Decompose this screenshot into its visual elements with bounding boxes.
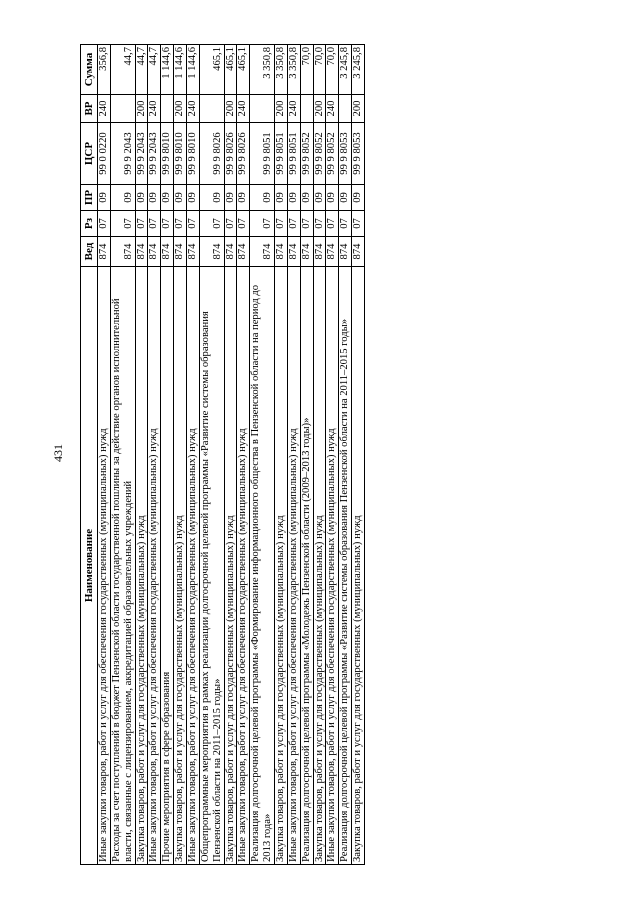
row-rz: 07 <box>250 211 275 237</box>
row-sum: 1 144,6 <box>174 45 187 95</box>
row-rz: 07 <box>224 211 237 237</box>
row-ved: 874 <box>187 237 200 267</box>
row-csr: 99 9 2043 <box>135 123 148 185</box>
row-rz: 07 <box>98 211 111 237</box>
row-csr: 99 9 2043 <box>110 123 135 185</box>
row-ved: 874 <box>275 237 288 267</box>
row-sum: 465,1 <box>237 45 250 95</box>
row-name: Реализация долгосрочной целевой программы «Молодежь Пензенской области (2009–2013 годы)» <box>300 267 313 865</box>
row-vr: 240 <box>326 95 339 123</box>
row-name: Закупка товаров, работ и услуг для государственных (муниципальных) нужд <box>135 267 148 865</box>
table-row <box>161 45 174 865</box>
row-rz: 07 <box>313 211 326 237</box>
row-vr: 240 <box>237 95 250 123</box>
row-csr: 99 0 0220 <box>98 123 111 185</box>
row-pr: 09 <box>98 185 111 211</box>
header-ved: Вед <box>81 237 98 267</box>
row-pr: 09 <box>135 185 148 211</box>
table-row <box>174 45 187 865</box>
row-ved: 874 <box>110 237 135 267</box>
row-pr: 09 <box>148 185 161 211</box>
row-ved: 874 <box>352 237 365 267</box>
table-row <box>313 45 326 865</box>
row-ved: 874 <box>98 237 111 267</box>
table-row <box>199 45 224 865</box>
row-name: Закупка товаров, работ и услуг для государственных (муниципальных) нужд <box>224 267 237 865</box>
row-rz: 07 <box>148 211 161 237</box>
row-csr: 99 9 8051 <box>250 123 275 185</box>
row-sum: 70,0 <box>326 45 339 95</box>
row-rz: 07 <box>237 211 250 237</box>
row-name: Реализация долгосрочной целевой программы «Формирование информационного общества в Пензенской области на период до 2013 года» <box>250 267 275 865</box>
row-csr: 99 9 2043 <box>148 123 161 185</box>
row-sum: 44,7 <box>110 45 135 95</box>
row-csr: 99 9 8026 <box>199 123 224 185</box>
table-row <box>98 45 111 865</box>
row-sum: 3 245,8 <box>339 45 352 95</box>
table-row <box>237 45 250 865</box>
row-rz: 07 <box>187 211 200 237</box>
row-vr <box>250 95 275 123</box>
row-vr: 240 <box>148 95 161 123</box>
row-ved: 874 <box>326 237 339 267</box>
row-pr: 09 <box>313 185 326 211</box>
table-body <box>98 45 365 865</box>
row-csr: 99 9 8053 <box>339 123 352 185</box>
header-sum: Сумма <box>81 45 98 95</box>
row-csr: 99 9 8052 <box>326 123 339 185</box>
row-rz: 07 <box>352 211 365 237</box>
row-vr: 200 <box>174 95 187 123</box>
row-rz: 07 <box>300 211 313 237</box>
row-name: Реализация долгосрочной целевой программы «Развитие системы образования Пензенской области на 2011–2015 годы» <box>339 267 352 865</box>
table-row <box>224 45 237 865</box>
row-name: Иные закупки товаров, работ и услуг для обеспечения государственных (муниципальных) нужд <box>326 267 339 865</box>
header-name: Наименование <box>81 267 98 865</box>
table-row <box>187 45 200 865</box>
table-row <box>287 45 300 865</box>
row-pr: 09 <box>187 185 200 211</box>
page-number: 431 <box>51 444 65 462</box>
row-ved: 874 <box>135 237 148 267</box>
row-sum: 3 350,8 <box>250 45 275 95</box>
row-vr: 200 <box>135 95 148 123</box>
table-row <box>326 45 339 865</box>
row-csr: 99 9 8052 <box>313 123 326 185</box>
row-sum: 465,1 <box>199 45 224 95</box>
row-vr <box>339 95 352 123</box>
row-pr: 09 <box>250 185 275 211</box>
row-rz: 07 <box>161 211 174 237</box>
row-rz: 07 <box>135 211 148 237</box>
row-name: Закупка товаров, работ и услуг для государственных (муниципальных) нужд <box>174 267 187 865</box>
row-ved: 874 <box>161 237 174 267</box>
row-csr: 99 9 8010 <box>187 123 200 185</box>
row-name: Иные закупки товаров, работ и услуг для обеспечения государственных (муниципальных) нужд <box>187 267 200 865</box>
row-sum: 465,1 <box>224 45 237 95</box>
row-vr: 240 <box>98 95 111 123</box>
row-ved: 874 <box>287 237 300 267</box>
row-csr: 99 9 8051 <box>275 123 288 185</box>
row-csr: 99 9 8010 <box>161 123 174 185</box>
row-sum: 70,0 <box>300 45 313 95</box>
row-csr: 99 9 8026 <box>224 123 237 185</box>
table-row <box>135 45 148 865</box>
row-sum: 356,8 <box>98 45 111 95</box>
row-ved: 874 <box>199 237 224 267</box>
header-vr: ВР <box>81 95 98 123</box>
header-pr: ПР <box>81 185 98 211</box>
row-pr: 09 <box>174 185 187 211</box>
row-vr: 200 <box>224 95 237 123</box>
row-pr: 09 <box>339 185 352 211</box>
table-row <box>110 45 135 865</box>
header-row <box>81 45 98 865</box>
row-rz: 07 <box>199 211 224 237</box>
row-name: Иные закупки товаров, работ и услуг для обеспечения государственных (муниципальных) нужд <box>237 267 250 865</box>
table-row <box>275 45 288 865</box>
row-ved: 874 <box>339 237 352 267</box>
row-pr: 09 <box>161 185 174 211</box>
row-name: Общепрограммные мероприятия в рамках реализации долгосрочной целевой программы «Развитие системы образования Пензенской области на 2011–2015 годы» <box>199 267 224 865</box>
row-vr: 200 <box>275 95 288 123</box>
row-ved: 874 <box>148 237 161 267</box>
row-name: Расходы за счет поступлений в бюджет Пензенской области государственной пошлины за действие органов исполнительной власти, связанные с лицензированием, аккредитацией образовательных учреждений <box>110 267 135 865</box>
row-ved: 874 <box>174 237 187 267</box>
row-pr: 09 <box>352 185 365 211</box>
row-csr: 99 9 8026 <box>237 123 250 185</box>
row-ved: 874 <box>313 237 326 267</box>
table-row <box>352 45 365 865</box>
row-csr: 99 9 8051 <box>287 123 300 185</box>
row-pr: 09 <box>199 185 224 211</box>
row-rz: 07 <box>275 211 288 237</box>
row-sum: 44,7 <box>135 45 148 95</box>
row-pr: 09 <box>224 185 237 211</box>
row-pr: 09 <box>237 185 250 211</box>
row-csr: 99 9 8053 <box>352 123 365 185</box>
row-rz: 07 <box>287 211 300 237</box>
row-sum: 3 350,8 <box>275 45 288 95</box>
row-sum: 1 144,6 <box>187 45 200 95</box>
table-row <box>339 45 352 865</box>
header-csr: ЦСР <box>81 123 98 185</box>
header-rz: Рз <box>81 211 98 237</box>
row-vr <box>161 95 174 123</box>
row-sum: 3 245,8 <box>352 45 365 95</box>
row-rz: 07 <box>174 211 187 237</box>
row-name: Закупка товаров, работ и услуг для государственных (муниципальных) нужд <box>313 267 326 865</box>
row-rz: 07 <box>110 211 135 237</box>
row-name: Иные закупки товаров, работ и услуг для обеспечения государственных (муниципальных) нужд <box>98 267 111 865</box>
row-ved: 874 <box>237 237 250 267</box>
row-vr <box>110 95 135 123</box>
rotated-table-container <box>80 45 600 865</box>
row-pr: 09 <box>326 185 339 211</box>
row-vr: 200 <box>313 95 326 123</box>
row-csr: 99 9 8052 <box>300 123 313 185</box>
row-pr: 09 <box>287 185 300 211</box>
row-sum: 70,0 <box>313 45 326 95</box>
row-pr: 09 <box>110 185 135 211</box>
row-name: Иные закупки товаров, работ и услуг для обеспечения государственных (муниципальных) нужд <box>287 267 300 865</box>
row-vr: 240 <box>187 95 200 123</box>
table-row <box>300 45 313 865</box>
row-rz: 07 <box>326 211 339 237</box>
row-ved: 874 <box>300 237 313 267</box>
row-name: Закупка товаров, работ и услуг для государственных (муниципальных) нужд <box>275 267 288 865</box>
row-name: Закупка товаров, работ и услуг для государственных (муниципальных) нужд <box>352 267 365 865</box>
budget-table <box>80 44 365 865</box>
row-vr: 200 <box>352 95 365 123</box>
row-vr <box>300 95 313 123</box>
row-ved: 874 <box>250 237 275 267</box>
row-sum: 3 350,8 <box>287 45 300 95</box>
row-ved: 874 <box>224 237 237 267</box>
table-row <box>148 45 161 865</box>
row-name: Прочие мероприятия в сфере образования <box>161 267 174 865</box>
row-sum: 44,7 <box>148 45 161 95</box>
row-pr: 09 <box>275 185 288 211</box>
table-row <box>250 45 275 865</box>
row-name: Иные закупки товаров, работ и услуг для обеспечения государственных (муниципальных) нужд <box>148 267 161 865</box>
row-vr <box>199 95 224 123</box>
row-sum: 1 144,6 <box>161 45 174 95</box>
row-csr: 99 9 8010 <box>174 123 187 185</box>
row-pr: 09 <box>300 185 313 211</box>
table-header <box>81 45 98 865</box>
row-rz: 07 <box>339 211 352 237</box>
row-vr: 240 <box>287 95 300 123</box>
